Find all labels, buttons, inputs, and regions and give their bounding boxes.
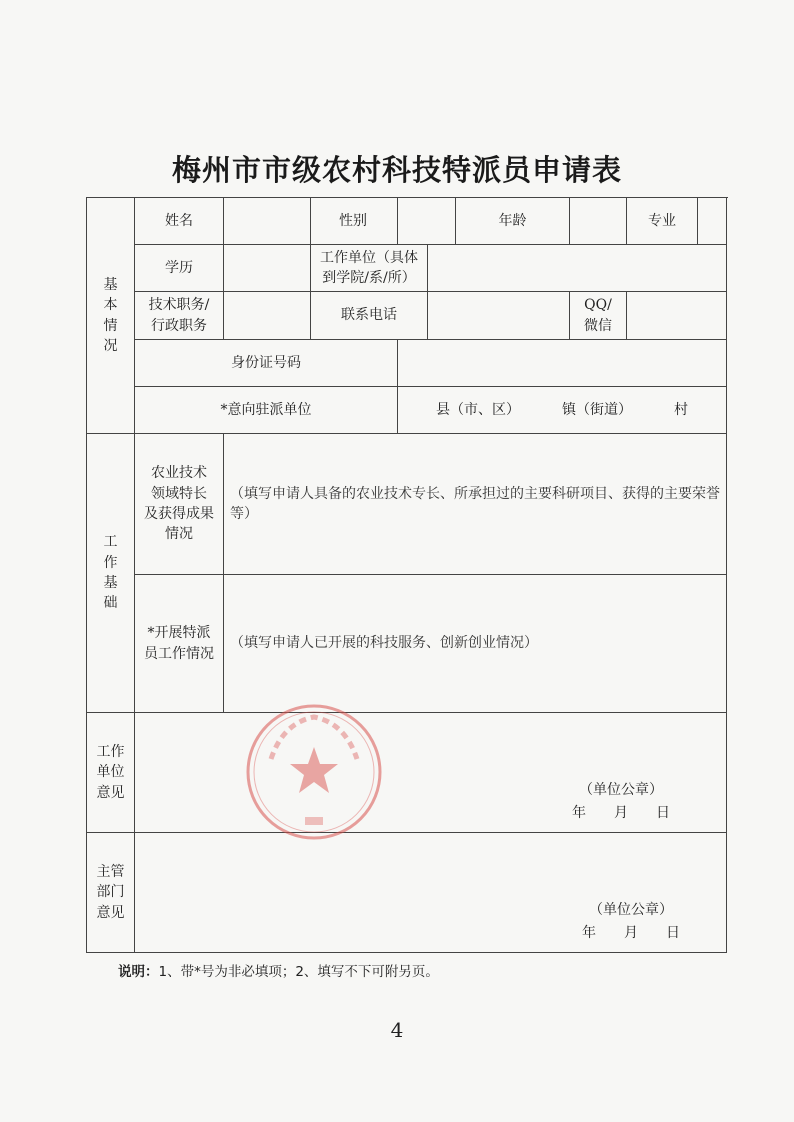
qq-value[interactable] — [627, 292, 727, 340]
dept-date-label: 年 月 日 — [582, 924, 680, 941]
expertise-label: 农业技术 领域特长 及获得成果 情况 — [135, 434, 224, 575]
name-label: 姓名 — [135, 198, 224, 245]
application-form-table — [86, 197, 727, 953]
town-label: 镇（街道） — [562, 401, 632, 418]
dept-opinion-box[interactable] — [135, 833, 727, 953]
dept-opinion-label: 主管 部门 意见 — [87, 833, 135, 953]
page-number: 4 — [390, 1018, 404, 1042]
target-unit-address[interactable] — [398, 387, 727, 434]
footnote-label: 说明： — [118, 964, 159, 980]
footnote-text: 1、带*号为非必填项；2、填写不下可附另页。 — [158, 964, 439, 980]
major-value[interactable] — [698, 198, 727, 245]
dept-seal-label: （单位公章） — [589, 902, 673, 919]
official-seal-icon — [243, 701, 385, 843]
section-work-basis: 工 作 基 础 — [87, 434, 135, 713]
county-label: 县（市、区） — [436, 401, 520, 418]
work-unit-value[interactable] — [428, 245, 727, 292]
section-basic-info: 基 本 情 况 — [87, 198, 135, 434]
unit-opinion-label: 工作 单位 意见 — [87, 713, 135, 833]
education-label: 学历 — [135, 245, 224, 292]
id-number-label: 身份证号码 — [135, 340, 398, 387]
footnote — [118, 960, 439, 980]
target-unit-label: *意向驻派单位 — [135, 387, 398, 434]
work-unit-label: 工作单位（具体 到学院/系/所） — [311, 245, 428, 292]
work-done-label: *开展特派 员工作情况 — [135, 575, 224, 713]
unit-seal-label: （单位公章） — [579, 782, 663, 799]
age-value[interactable] — [570, 198, 627, 245]
phone-label: 联系电话 — [311, 292, 428, 340]
education-value[interactable] — [224, 245, 311, 292]
unit-opinion-box[interactable] — [135, 713, 727, 833]
tech-title-value[interactable] — [224, 292, 311, 340]
expertise-hint[interactable]: （填写申请人具备的农业技术专长、所承担过的主要科研项目、获得的主要荣誉等） — [224, 434, 727, 575]
phone-value[interactable] — [428, 292, 570, 340]
unit-date-label: 年 月 日 — [572, 804, 670, 821]
id-number-value[interactable] — [398, 340, 727, 387]
work-done-hint[interactable]: （填写申请人已开展的科技服务、创新创业情况） — [224, 575, 727, 713]
age-label: 年龄 — [456, 198, 570, 245]
qq-label: QQ/ 微信 — [570, 292, 627, 340]
name-value[interactable] — [224, 198, 311, 245]
tech-title-label: 技术职务/ 行政职务 — [135, 292, 224, 340]
page-title: 梅州市市级农村科技特派员申请表 — [171, 153, 622, 187]
gender-value[interactable] — [398, 198, 456, 245]
gender-label: 性别 — [311, 198, 398, 245]
major-label: 专业 — [627, 198, 698, 245]
village-label: 村 — [674, 401, 688, 418]
